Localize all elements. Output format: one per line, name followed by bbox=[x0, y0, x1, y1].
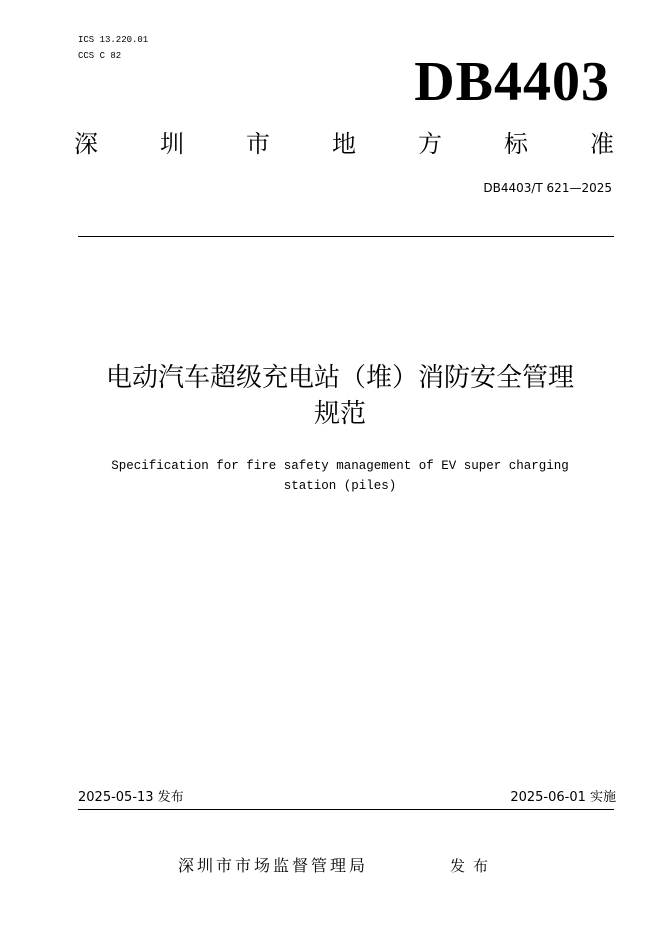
standard-type-char: 深 bbox=[74, 130, 98, 158]
issuing-authority: 深圳市市场监督管理局 bbox=[178, 856, 369, 875]
standard-type-char: 准 bbox=[590, 130, 614, 158]
ics-code: ICS 13.220.01 bbox=[78, 35, 149, 45]
english-title bbox=[60, 456, 620, 496]
issue-label: 发布 bbox=[450, 857, 497, 875]
standard-type-title bbox=[74, 128, 614, 160]
standard-type-char: 地 bbox=[332, 130, 356, 158]
standard-type-char: 市 bbox=[246, 130, 270, 158]
publish-date: 2025-05-13 发布 bbox=[78, 790, 184, 805]
bottom-divider bbox=[78, 809, 614, 810]
effective-date: 2025-06-01 实施 bbox=[510, 790, 616, 805]
standard-type-char: 标 bbox=[504, 130, 528, 158]
standard-logo: DB4403 bbox=[414, 51, 610, 113]
chinese-title-line: 电动汽车超级充电站（堆）消防安全管理 bbox=[105, 363, 574, 393]
standard-type-char: 方 bbox=[418, 130, 442, 158]
chinese-title-line: 规范 bbox=[313, 399, 366, 429]
top-divider bbox=[78, 236, 614, 237]
ccs-code: CCS C 82 bbox=[78, 51, 122, 61]
english-title-line: station (piles) bbox=[283, 479, 397, 493]
chinese-title bbox=[60, 360, 620, 432]
standard-type-char: 圳 bbox=[160, 130, 184, 158]
standard-number: DB4403/T 621—2025 bbox=[483, 181, 612, 195]
english-title-line: Specification for fire safety management of EV super charging bbox=[111, 459, 569, 473]
